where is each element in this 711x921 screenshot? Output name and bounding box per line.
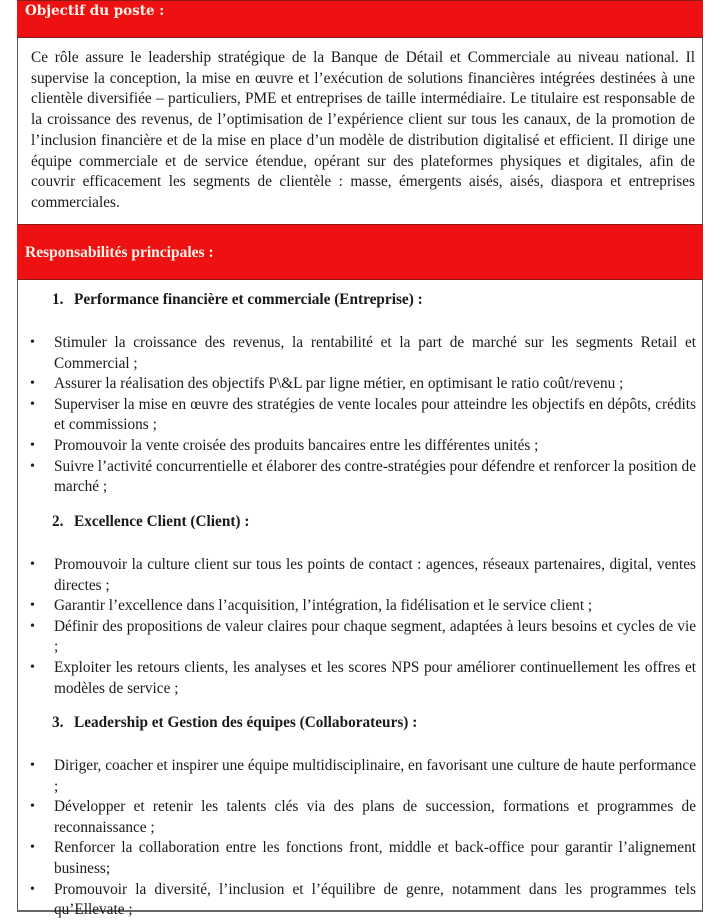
group-heading-text: Leadership et Gestion des équipes (Collaborateurs) : — [74, 714, 418, 731]
group-heading-client — [52, 513, 249, 531]
bullet-list-leadership — [28, 756, 696, 921]
objective-paragraph: Ce rôle assure le leadership stratégique de la Banque de Détail et Commerciale au niveau national. Il supervise la conception, la mise en œuvre et l’exécution de solutions financières intégrées destinées à une clientèle diversifiée – particuliers, PME et entreprises de taille intermédiaire. Le titulaire est responsable de la croissance des revenus, de l’optimisation de l’expérience client sur tous les canaux, de la promotion de l’inclusion financière et de la mise en place d’un modèle de distribution digitalisé et efficient. Il dirige une équipe commerciale et de service étendue, opérant sur des plateformes physiques et digitales, afin de couvrir efficacement les segments de clientèle : masse, émergents aisés, aisés, diaspora et entreprises commerciales. — [31, 49, 695, 211]
list-item: • Diriger, coacher et inspirer une équipe multidisciplinaire, en favorisant une culture de haute performance ; — [28, 756, 696, 797]
list-item: • Promouvoir la culture client sur tous les points de contact : agences, réseaux partenaires, digital, ventes directes ; — [28, 555, 696, 596]
group-number: 3. — [52, 714, 64, 731]
objective-header-band — [17, 0, 703, 38]
list-item: • Exploiter les retours clients, les analyses et les scores NPS pour améliorer continuellement les offres et modèles de service ; — [28, 658, 696, 699]
list-item: • Développer et retenir les talents clés via des plans de succession, formations et programmes de reconnaissance ; — [28, 797, 696, 838]
group-heading-text: Excellence Client (Client) : — [74, 513, 250, 530]
objective-title: Objectif du poste : — [25, 3, 165, 19]
list-item: • Définir des propositions de valeur claires pour chaque segment, adaptées à leurs besoins et cycles de vie ; — [28, 617, 696, 658]
list-item: • Assurer la réalisation des objectifs P\&L par ligne métier, en optimisant le ratio coût/revenu ; — [28, 374, 696, 395]
bullet-list-performance — [28, 333, 696, 498]
list-item: • Stimuler la croissance des revenus, la rentabilité et la part de marché sur les segments Retail et Commercial ; — [28, 333, 696, 374]
list-item: • Promouvoir la vente croisée des produits bancaires entre les différentes unités ; — [28, 436, 696, 457]
group-heading-text: Performance financière et commerciale (Entreprise) : — [74, 291, 423, 308]
group-heading-leadership — [52, 714, 417, 732]
list-item: • Renforcer la collaboration entre les fonctions front, middle et back-office pour garantir l’alignement business; — [28, 838, 696, 879]
group-heading-performance — [52, 291, 423, 309]
responsibilities-header-band — [17, 224, 703, 280]
responsibilities-title: Responsabilités principales : — [25, 244, 214, 261]
bullet-list-client — [28, 555, 696, 699]
list-item: • Promouvoir la diversité, l’inclusion et l’équilibre de genre, notamment dans les programmes tels qu’Ellevate ; — [28, 880, 696, 921]
list-item: • Suivre l’activité concurrentielle et élaborer des contre-stratégies pour défendre et renforcer la position de marché ; — [28, 457, 696, 498]
list-item: • Garantir l’excellence dans l’acquisition, l’intégration, la fidélisation et le service client ; — [28, 596, 696, 617]
group-number: 2. — [52, 513, 64, 530]
group-number: 1. — [52, 291, 64, 308]
list-item: • Superviser la mise en œuvre des stratégies de vente locales pour atteindre les objectifs en dépôts, crédits et commissions ; — [28, 395, 696, 436]
